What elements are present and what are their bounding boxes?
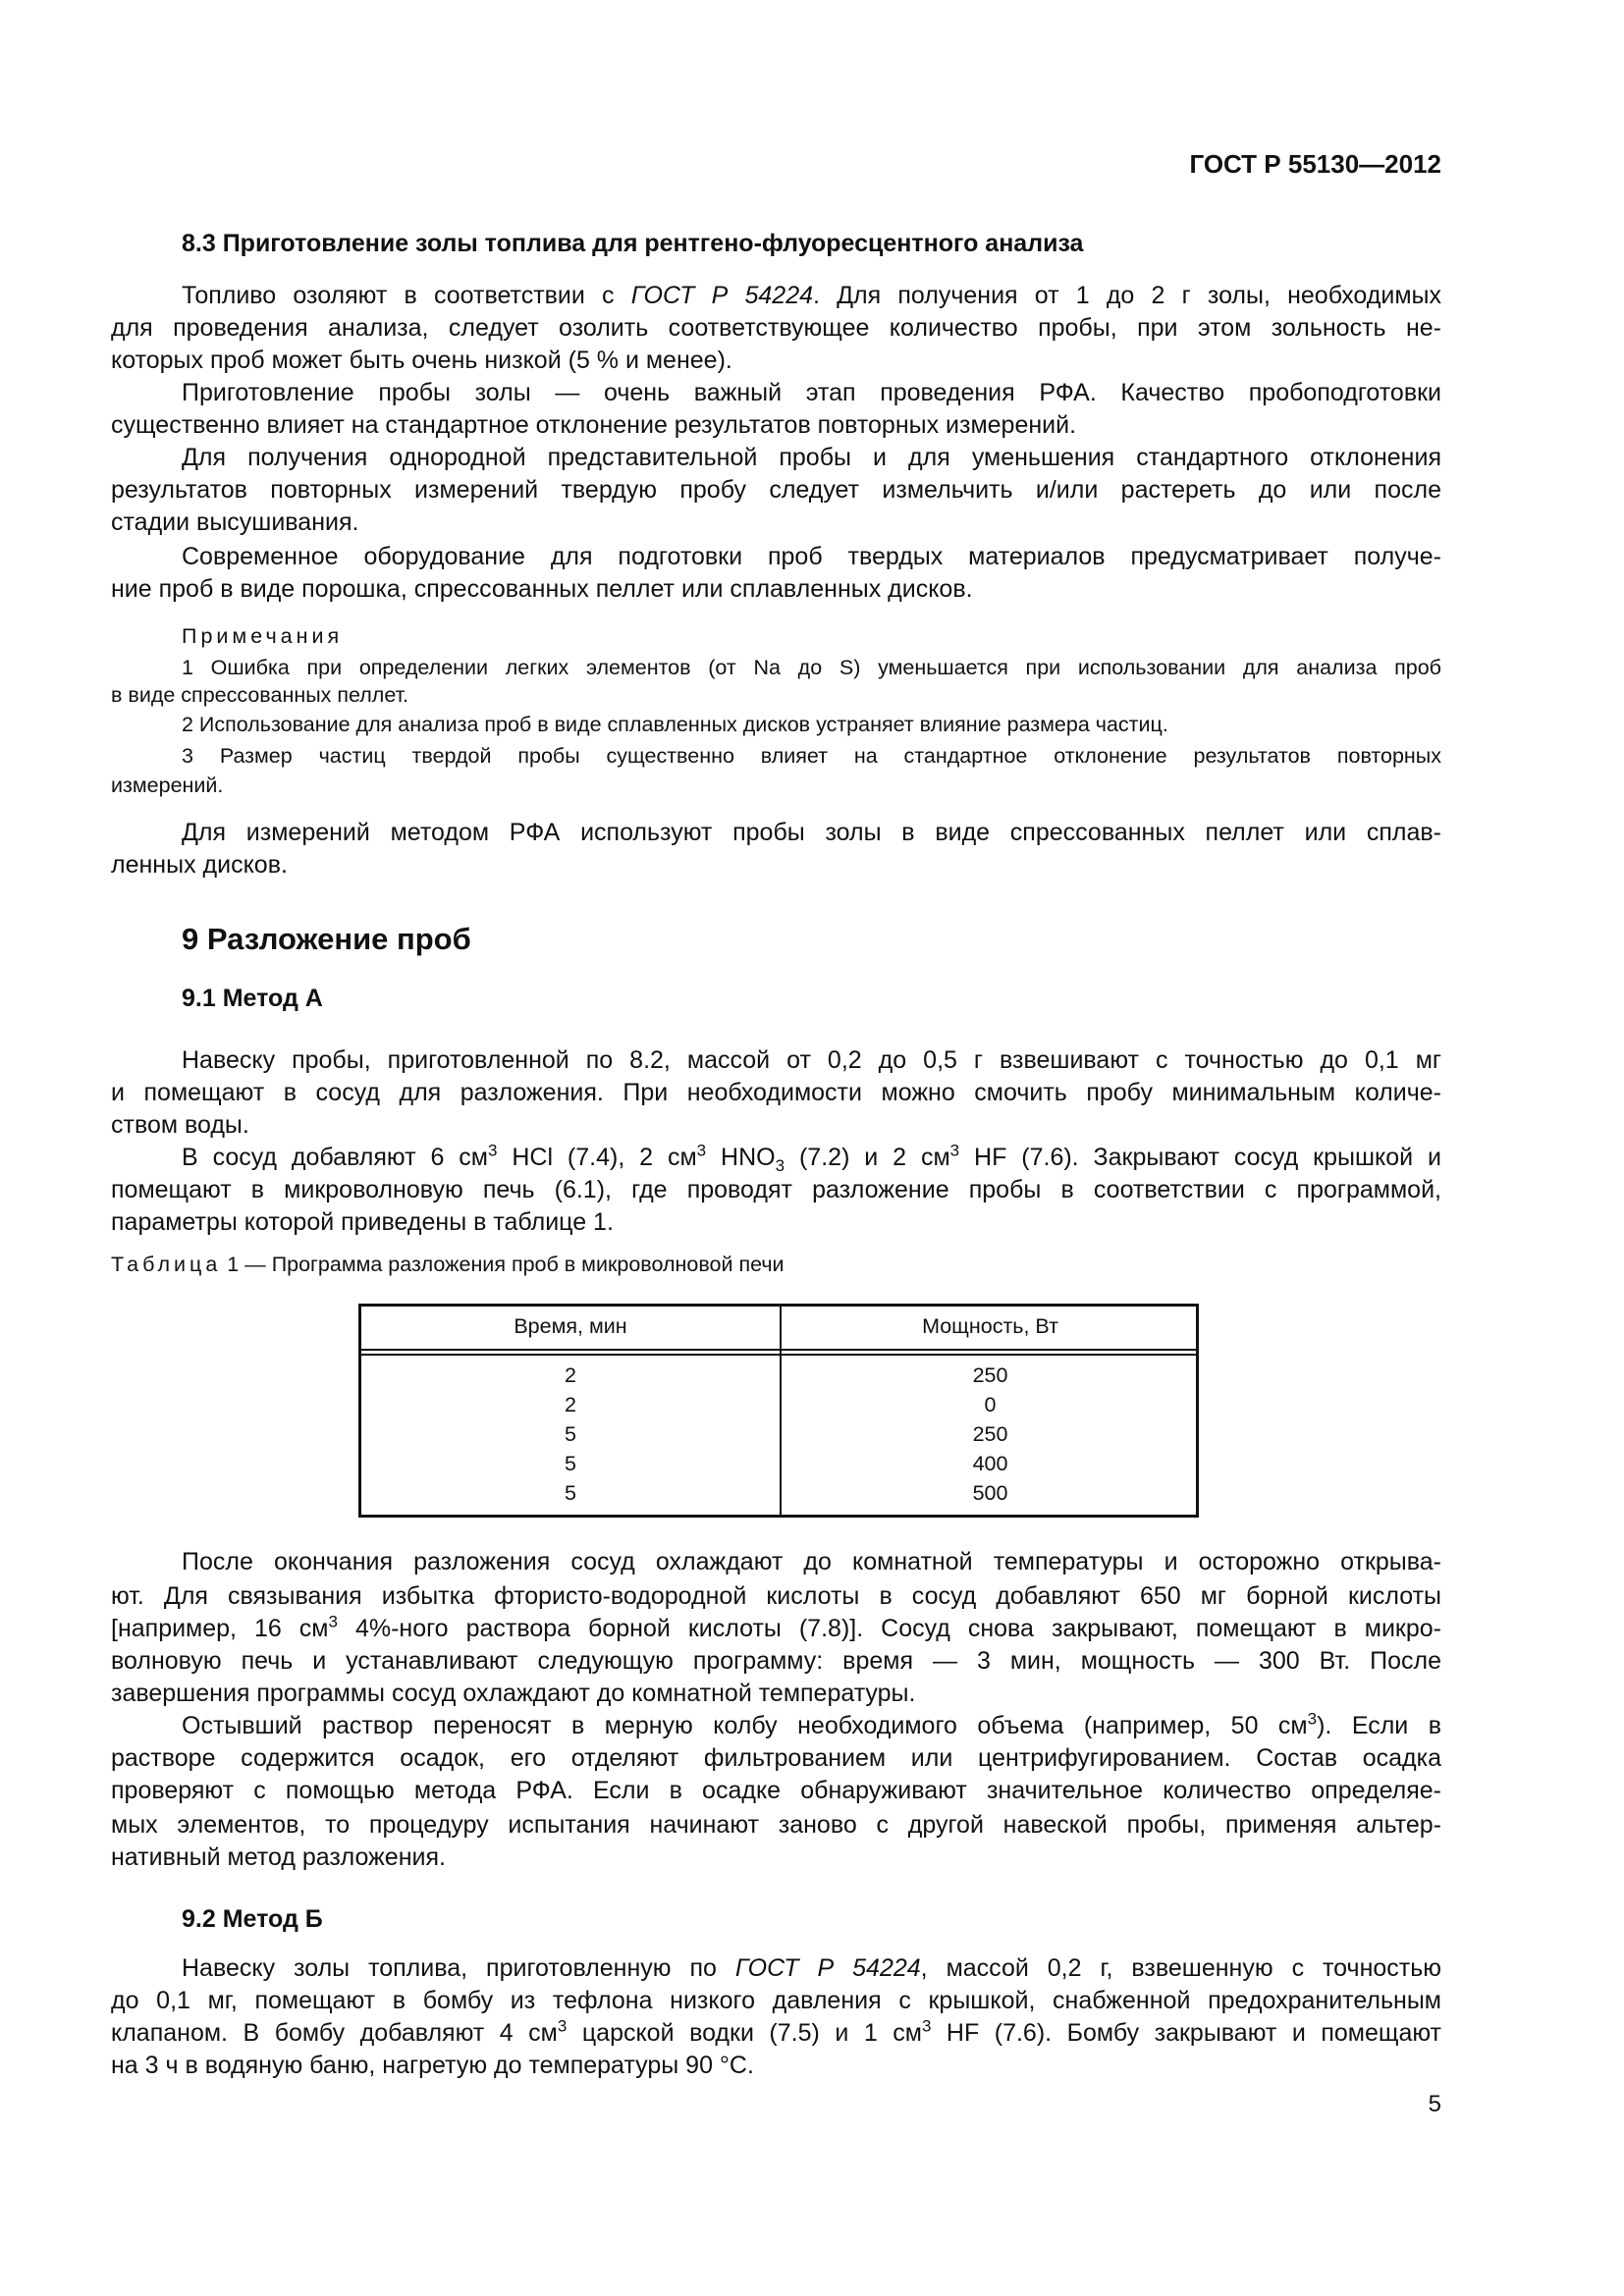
text-run: HF (7.6). Бомбу закрывают и помещают <box>931 2019 1441 2047</box>
h3-heading: 9.2 Метод Б <box>182 1905 323 1934</box>
paragraph-line: ют. Для связывания избытка фтористо-водородной кислоты в сосуд добавляют 650 мг борной кислоты <box>111 1581 1441 1610</box>
table-caption-text: 1 — Программа разложения проб в микроволновой печи <box>221 1253 785 1276</box>
standard-reference: ГОСТ Р 54224 <box>630 281 813 309</box>
table-caption-label: Таблица <box>111 1253 222 1276</box>
superscript: 3 <box>696 1142 707 1160</box>
table-cell-power: 400 <box>972 1452 1008 1475</box>
paragraph-line <box>111 2017 1441 2049</box>
text-run: HF (7.6). Закрывают сосуд крышкой и <box>959 1144 1441 1172</box>
notes-title: Примечания <box>182 624 344 649</box>
paragraph-line <box>182 1952 1441 1984</box>
text-run: (7.2) и 2 см <box>785 1144 950 1172</box>
text-run: , массой 0,2 г, взвешенную с точностью <box>920 1953 1441 1982</box>
text-run: HCl (7.4), 2 см <box>497 1144 697 1172</box>
table-header-time: Время, мин <box>514 1314 627 1338</box>
table-cell-time: 5 <box>565 1481 576 1505</box>
text-run: ). Если в <box>1317 1712 1441 1740</box>
table-cell-power: 500 <box>972 1481 1008 1505</box>
h3-heading: 8.3 Приготовление золы топлива для рентгено-флуоресцентного анализа <box>182 230 1084 258</box>
paragraph-line: проверяют с помощью метода РФА. Если в осадке обнаруживают значительное количество определяе- <box>111 1777 1441 1805</box>
paragraph-line <box>182 280 1441 311</box>
paragraph-line: растворе содержится осадок, его отделяют фильтрованием или центрифугированием. Состав осадка <box>111 1744 1441 1773</box>
paragraph-line: мых элементов, то процедуру испытания начинают заново с другой навеской пробы, применяя альтер- <box>111 1810 1441 1839</box>
text-run: Навеску золы топлива, приготовленную по <box>182 1953 735 1982</box>
paragraph-line: Для получения однородной представительной пробы и для уменьшения стандартного отклонения <box>182 444 1441 472</box>
paragraph-line: до 0,1 мг, помещают в бомбу из тефлона низкого давления с крышкой, снабженной предохранительным <box>111 1986 1441 2014</box>
paragraph-line: которых проб может быть очень низкой (5 % и менее). <box>111 346 732 374</box>
standard-reference: ГОСТ Р 54224 <box>734 1953 921 1982</box>
paragraph-line: нативный метод разложения. <box>111 1843 446 1872</box>
table-cell-power: 250 <box>972 1422 1008 1446</box>
superscript: 3 <box>328 1612 338 1631</box>
superscript: 3 <box>949 1142 960 1160</box>
paragraph-line: Для измерений методом РФА используют пробы золы в виде спрессованных пеллет или сплав- <box>182 819 1441 847</box>
paragraph-line: ние проб в виде порошка, спрессованных пеллет или сплавленных дисков. <box>111 575 973 604</box>
text-run: HNO <box>706 1144 776 1172</box>
paragraph-line: волновую печь и устанавливают следующую программу: время — 3 мин, мощность — 300 Вт. После <box>111 1647 1441 1675</box>
table-cell-time: 2 <box>565 1363 576 1387</box>
paragraph-line: в виде спрессованных пеллет. <box>111 683 409 708</box>
microwave-program-table <box>358 1304 1199 1518</box>
superscript: 3 <box>921 2017 932 2036</box>
text-run: . Для получения от 1 до 2 г золы, необходимых <box>813 281 1441 309</box>
text-run: [например, 16 см <box>111 1614 329 1642</box>
table-cell-time: 5 <box>565 1422 576 1446</box>
paragraph-line: стадии высушивания. <box>111 508 359 537</box>
paragraph-line <box>182 1142 1441 1173</box>
paragraph-line: измерений. <box>111 774 224 798</box>
paragraph-line <box>111 1613 1441 1644</box>
paragraph-line: 3 Размер частиц твердой пробы существенно влияет на стандартное отклонение результатов повторных <box>182 744 1441 769</box>
text-run: 4%-ного раствора борной кислоты (7.8)]. Сосуд снова закрывают, помещают в микро- <box>337 1614 1441 1642</box>
paragraph-line <box>182 1710 1441 1741</box>
h2-heading: 9 Разложение проб <box>182 921 471 956</box>
paragraph-line: существенно влияет на стандартное отклонение результатов повторных измерений. <box>111 411 1077 440</box>
paragraph-line: параметры которой приведены в таблице 1. <box>111 1208 614 1237</box>
superscript: 3 <box>487 1142 498 1160</box>
paragraph-line: Современное оборудование для подготовки проб твердых материалов предусматривает получе- <box>182 543 1441 570</box>
table-caption <box>111 1253 785 1277</box>
paragraph-line: ством воды. <box>111 1111 249 1140</box>
paragraph-line: результатов повторных измерений твердую пробу следует измельчить и/или растереть до или после <box>111 476 1441 505</box>
text-run: царской водки (7.5) и 1 см <box>567 2019 922 2047</box>
table-cell-power: 250 <box>972 1363 1008 1387</box>
paragraph-line: завершения программы сосуд охлаждают до комнатной температуры. <box>111 1680 916 1708</box>
table-cell-time: 2 <box>565 1393 576 1416</box>
table-cell-power: 0 <box>984 1393 997 1416</box>
paragraph-line: 2 Использование для анализа проб в виде сплавленных дисков устраняет влияние размера частиц. <box>182 713 1168 737</box>
text-run: В сосуд добавляют 6 см <box>182 1144 488 1172</box>
page-number: 5 <box>1428 2091 1441 2117</box>
paragraph-line: на 3 ч в водяную баню, нагретую до температуры 90 °C. <box>111 2052 754 2080</box>
paragraph-line: Приготовление пробы золы — очень важный этап проведения РФА. Качество пробоподготовки <box>182 379 1441 407</box>
table-header-power: Мощность, Вт <box>922 1314 1058 1338</box>
text-run: клапаном. В бомбу добавляют 4 см <box>111 2019 558 2047</box>
text-run: Остывший раствор переносят в мерную колбу необходимого объема (например, 50 см <box>182 1712 1308 1740</box>
paragraph-line: Навеску пробы, приготовленной по 8.2, массой от 0,2 до 0,5 г взвешивают с точностью до 0,1 мг <box>182 1045 1441 1074</box>
h3-heading: 9.1 Метод А <box>182 984 323 1012</box>
text-run: Топливо озоляют в соответствии с <box>182 281 631 309</box>
superscript: 3 <box>1307 1710 1318 1729</box>
subscript: 3 <box>775 1156 785 1174</box>
paragraph-line: 1 Ошибка при определении легких элементов (от Na до S) уменьшается при использовании для анализа проб <box>182 655 1441 679</box>
paragraph-line: для проведения анализа, следует озолить соответствующее количество пробы, при этом зольность не- <box>111 313 1441 342</box>
document-number-header: ГОСТ Р 55130—2012 <box>1189 149 1441 179</box>
table-cell-time: 5 <box>565 1452 576 1475</box>
paragraph-line: и помещают в сосуд для разложения. При необходимости можно смочить пробу минимальным количе- <box>111 1078 1441 1106</box>
superscript: 3 <box>557 2017 568 2036</box>
table-header-double-line <box>361 1354 1196 1356</box>
paragraph-line: ленных дисков. <box>111 851 288 880</box>
paragraph-line: После окончания разложения сосуд охлаждают до комнатной температуры и осторожно открыва- <box>182 1548 1441 1576</box>
paragraph-line: помещают в микроволновую печь (6.1), где проводят разложение пробы в соответствии с программой, <box>111 1176 1441 1204</box>
